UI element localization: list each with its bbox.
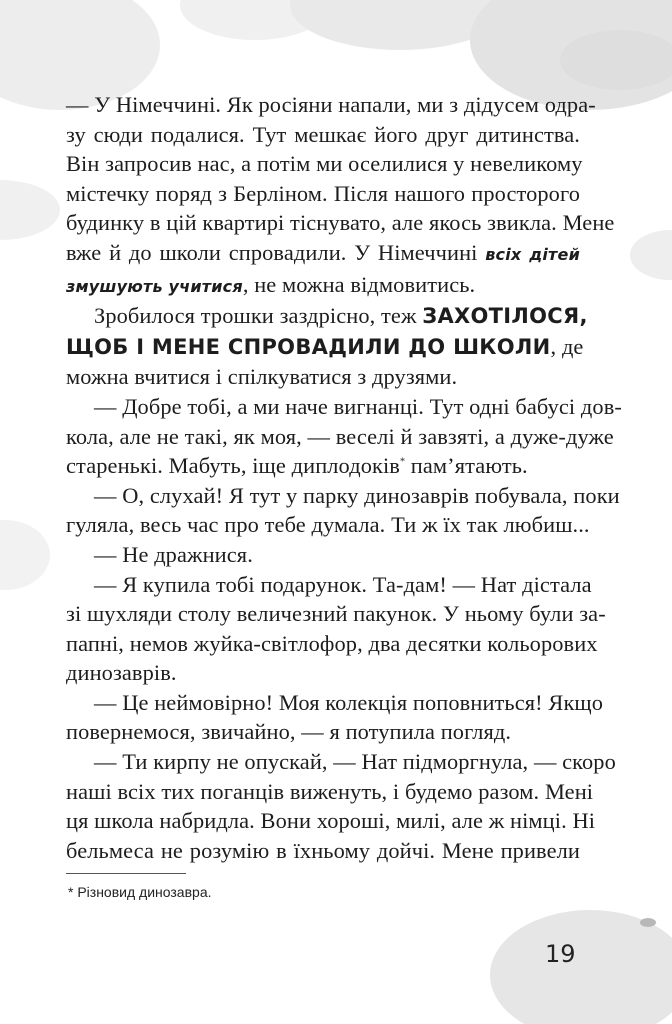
highlight-phrase: ЗАХОТІЛОСЯ, xyxy=(422,304,588,329)
text-line: — Я купила тобі подарунок. Та-дам! — Нат дістала xyxy=(94,571,592,597)
text-segment: старенькі. Мабуть, іще диплодоків xyxy=(66,453,400,479)
decor-blob xyxy=(0,180,60,240)
text-line: — Не дражнися. xyxy=(94,541,253,567)
text-line xyxy=(66,270,580,302)
text-line: — О, слухай! Я тут у парку динозаврів побувала, поки xyxy=(94,482,620,508)
text-segment: Зробилося трошки заздрісно, теж xyxy=(94,303,417,329)
decor-blob xyxy=(640,918,656,927)
text-line: ця школа набридла. Вони хороші, милі, але ж німці. Ні xyxy=(66,808,596,834)
text-line: гуляла, весь час про тебе думала. Ти ж їх так любиш... xyxy=(66,512,590,538)
text-line: містечку поряд з Берліном. Після нашого просторого xyxy=(66,180,580,206)
text-line xyxy=(66,451,580,481)
text-line: — У Німеччині. Як росіяни напали, ми з дідусем одра- xyxy=(66,92,596,117)
text-line: папні, немов жуйка-світлофор, два десятки кольорових xyxy=(66,630,598,656)
footnote: * Різновид динозавра. xyxy=(68,884,212,900)
text-line: кола, але не такі, як моя, — веселі й завзяті, а дуже-дуже xyxy=(66,423,614,449)
text-line: наші всіх тих поганців виженуть, і будемо разом. Мені xyxy=(66,778,594,804)
text-segment: пам’ятають. xyxy=(405,453,528,479)
footnote-marker: * xyxy=(399,456,406,468)
decor-blob xyxy=(560,30,672,90)
decor-blob xyxy=(0,520,50,590)
text-line: динозаврів. xyxy=(66,660,177,686)
highlight-phrase: всіх дітей xyxy=(485,244,580,264)
footnote-divider xyxy=(66,873,186,874)
text-line: Він запросив нас, а потім ми оселилися у невеликому xyxy=(66,151,583,177)
highlight-phrase: ЩОБ І МЕНЕ СПРОВАДИЛИ ДО ШКОЛИ xyxy=(66,334,551,359)
text-line: будинку в цій квартирі тіснувато, але якось звикла. Мене xyxy=(66,210,615,236)
decor-blob xyxy=(630,230,672,280)
highlight-phrase: змушують учитися xyxy=(66,276,243,296)
body-text xyxy=(66,90,622,865)
text-line: можна вчитися і спілкуватися з друзями. xyxy=(66,364,458,390)
text-line: зу сюди подалися. Тут мешкає його друг дитинства. xyxy=(66,121,580,147)
text-line xyxy=(66,332,584,363)
text-segment: вже й до школи спровадили. У Німеччині xyxy=(66,239,478,265)
text-line xyxy=(66,301,588,332)
text-line xyxy=(66,238,580,270)
text-line: зі шухляди столу величезний пакунок. У ньому були за- xyxy=(66,601,606,627)
text-line: — Це неймовірно! Моя колекція поповниться! Якщо xyxy=(94,689,604,715)
text-segment: , де xyxy=(550,333,584,359)
page-number: 19 xyxy=(545,940,576,968)
decor-blob xyxy=(490,910,672,1024)
text-line: повернемося, звичайно, — я потупила погляд. xyxy=(66,719,512,745)
text-line: — Добре тобі, а ми наче вигнанці. Тут одні бабусі дов- xyxy=(94,393,622,419)
text-segment: , не можна відмовитись. xyxy=(242,271,476,297)
text-line: бельмеса не розумію в їхньому дойчі. Мене привели xyxy=(66,837,580,863)
text-line: — Ти кирпу не опускай, — Нат підморгнула, — скоро xyxy=(94,749,616,775)
